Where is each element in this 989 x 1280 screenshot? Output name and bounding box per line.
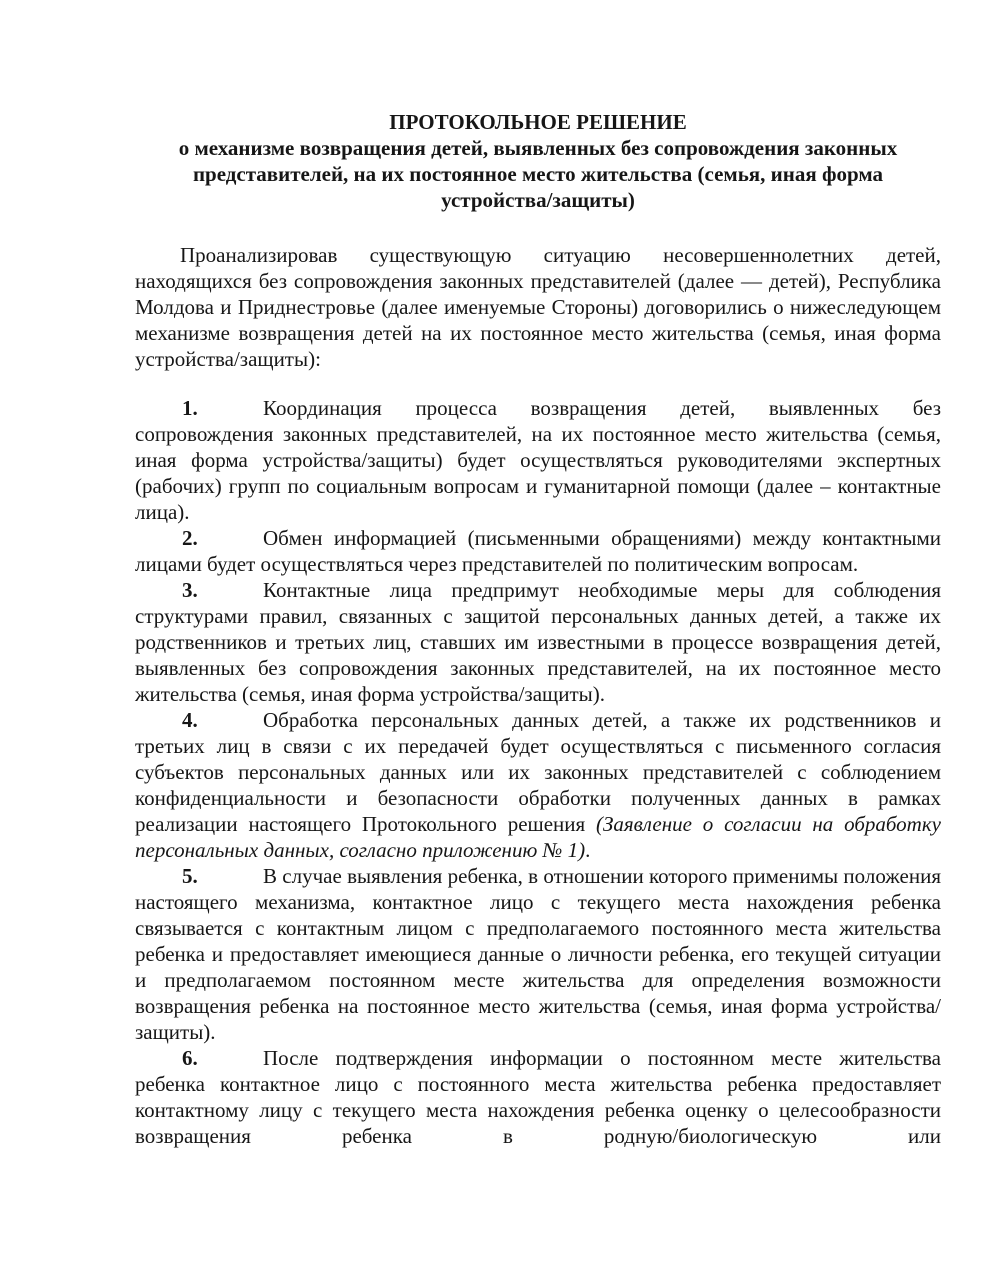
item-text-3: Контактные лица предпримут необходимые меры для соблюдения структурами правил, связанных с защитой персональных данных детей, а также их родственников и третьих лиц, ставших им известными в процессе возвращения детей, выявленных без сопровождения законных представителей, на их постоянное место жительства (семья, иная форма устройства/защиты). [135, 578, 941, 706]
item-number-1: 1. [182, 396, 198, 420]
item-text-4: Обработка персональных данных детей, а также их родственников и третьих лиц в связи с их передачей будет осуществляться с письменного согласия субъектов персональных данных или их законных представителей с соблюдением конфиденциальности и безопасности обработки полученных данных в рамках реализации настоящего Протокольного решения [135, 708, 941, 836]
item-text-4-italic-annex-reference: (Заявление о согласии на обработку персональных данных, согласно приложению № 1) [135, 812, 941, 862]
item-text-1: Координация процесса возвращения детей, выявленных без сопровождения законных представителей, на их постоянное место жительства (семья, иная форма устройства/защиты) будет осуществляться руководителями экспертных (рабочих) групп по социальным вопросам и гуманитарной помощи (далее – контактные лица). [135, 396, 941, 524]
item-number-3: 3. [182, 578, 198, 602]
item-text-4-suffix: . [585, 838, 591, 862]
item-number-2: 2. [182, 526, 198, 550]
item-paragraph-1 [135, 395, 941, 525]
item-number-5: 5. [182, 864, 198, 888]
item-text-5: В случае выявления ребенка, в отношении которого применимы положения настоящего механизма, контактное лицо с текущего места нахождения ребенка связывается с контактным лицом с предполагаемого постоянного места жительства ребенка и предоставляет имеющиеся данные о личности ребенка, его текущей ситуации и предполагаемом постоянном месте жительства для определения возможности возвращения ребенка на постоянное место жительства (семья, иная форма устройства/защиты). [135, 864, 941, 1044]
item-paragraph-5 [135, 863, 941, 1045]
item-text-6: После подтверждения информации о постоянном месте жительства ребенка контактное лицо с постоянного места жительства ребенка предоставляет контактному лицу с текущего места нахождения ребенка оценку о целесообразности возвращения ребенка в родную/биологическую или [135, 1046, 941, 1148]
item-paragraph-4 [135, 707, 941, 863]
document-title: ПРОТОКОЛЬНОЕ РЕШЕНИЕ [389, 110, 687, 134]
item-paragraph-6 [135, 1045, 941, 1149]
item-number-4: 4. [182, 708, 198, 732]
item-text-2: Обмен информацией (письменными обращениями) между контактными лицами будет осуществляться через представителей по политическим вопросам. [135, 526, 941, 576]
item-paragraph-2 [135, 525, 941, 577]
document-subtitle: о механизме возвращения детей, выявленных без сопровождения законных представителей, на их постоянное место жительства (семья, иная форма устройства/защиты) [178, 136, 898, 212]
item-number-6: 6. [182, 1046, 198, 1070]
item-paragraph-3 [135, 577, 941, 707]
document-header [135, 109, 941, 213]
intro-paragraph: Проанализировав существующую ситуацию несовершеннолетних детей, находящихся без сопровождения законных представителей (далее — детей), Республика Молдова и Приднестровье (далее именуемые Стороны) договорились о нижеследующем механизме возвращения детей на их постоянное место жительства (семья, иная форма устройства/защиты): [135, 243, 941, 371]
